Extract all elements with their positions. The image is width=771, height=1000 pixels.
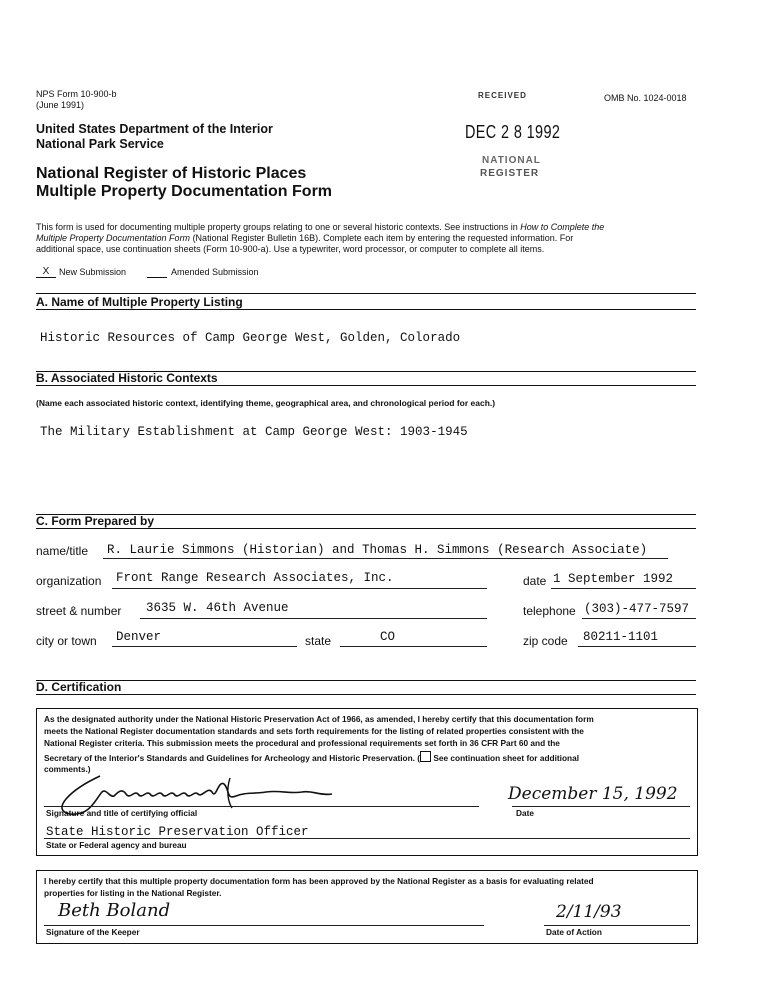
- section-c-heading: C. Form Prepared by: [36, 514, 155, 528]
- official-title-value[interactable]: State Historic Preservation Officer: [46, 825, 309, 839]
- state-label: state: [305, 634, 332, 648]
- certification-line1: As the designated authority under the National Historic Preservation Act of 1966, as amended, I hereby certify that this documentation form: [44, 714, 594, 724]
- amended-submission-label: Amended Submission: [171, 267, 259, 277]
- certification-line5: comments.): [44, 764, 91, 774]
- keeper-text-line2: properties for listing in the National Register.: [44, 888, 222, 898]
- certification-date-underline: [512, 806, 690, 807]
- section-c-rule-bottom: [36, 528, 696, 529]
- received-stamp: RECEIVED: [478, 91, 527, 100]
- certification-line3: National Register criteria. This submission meets the procedural and professional requirements set forth in 36 CFR Part 60 and the: [44, 738, 560, 748]
- stamp-register: REGISTER: [480, 168, 540, 179]
- state-value[interactable]: CO: [380, 630, 396, 644]
- city-label: city or town: [36, 634, 97, 648]
- intro-line2: Multiple Property Documentation Form (National Register Bulletin 16B). Complete each item by entering the requested information. For: [36, 233, 574, 243]
- agency-department: United States Department of the Interior: [36, 122, 273, 136]
- agency-label: State or Federal agency and bureau: [46, 840, 187, 850]
- keeper-date-underline: [544, 925, 690, 926]
- name-title-value[interactable]: R. Laurie Simmons (Historian) and Thomas H. Simmons (Research Associate): [107, 543, 648, 557]
- city-underline: [112, 646, 297, 647]
- form-title-line2: Multiple Property Documentation Form: [36, 183, 333, 200]
- continuation-checkbox[interactable]: [420, 751, 431, 762]
- historic-context[interactable]: The Military Establishment at Camp George West: 1903-1945: [40, 425, 468, 439]
- telephone-label: telephone: [523, 604, 576, 618]
- section-d-rule-bottom: [36, 694, 696, 695]
- telephone-underline: [582, 618, 696, 619]
- section-d-heading: D. Certification: [36, 680, 122, 694]
- new-submission-checkbox[interactable]: X: [36, 266, 56, 278]
- city-value[interactable]: Denver: [116, 630, 162, 644]
- date-value[interactable]: 1 September 1992: [553, 572, 674, 586]
- telephone-value[interactable]: (303)-477-7597: [584, 602, 690, 616]
- stamp-national: NATIONAL: [482, 155, 541, 166]
- signature-label: Signature and title of certifying official: [46, 808, 198, 818]
- section-a-rule-bottom: [36, 309, 696, 310]
- keeper-signature-underline: [44, 925, 484, 926]
- keeper-signature-handwritten: Beth Boland: [58, 900, 171, 921]
- amended-submission-checkbox[interactable]: [147, 277, 167, 278]
- section-a-rule-top: [36, 293, 696, 294]
- zip-value[interactable]: 80211-1101: [583, 630, 659, 644]
- name-title-label: name/title: [36, 544, 89, 558]
- organization-underline: [112, 588, 487, 589]
- zip-underline: [578, 646, 696, 647]
- date-underline: [551, 588, 696, 589]
- section-a-heading: A. Name of Multiple Property Listing: [36, 295, 243, 309]
- section-d-rule-top: [36, 680, 696, 681]
- street-value[interactable]: 3635 W. 46th Avenue: [146, 601, 289, 615]
- certification-line2: meets the National Register documentation standards and sets forth requirements for the listing of related properties consistent with the: [44, 726, 584, 736]
- agency-underline: [44, 838, 690, 839]
- form-date: (June 1991): [36, 100, 85, 110]
- keeper-signature-label: Signature of the Keeper: [46, 927, 140, 937]
- agency-service: National Park Service: [36, 137, 164, 151]
- date-label: date: [523, 574, 547, 588]
- section-b-rule-bottom: [36, 385, 696, 386]
- intro-line3: additional space, use continuation sheets (Form 10-900-a). Use a typewriter, word processor, or computer to complete all items.: [36, 244, 545, 254]
- keeper-text-line1: I hereby certify that this multiple property documentation form has been approved by the National Register as a basis for evaluating related: [44, 876, 594, 886]
- state-underline: [340, 646, 487, 647]
- form-number: NPS Form 10-900-b: [36, 89, 117, 99]
- section-b-instructions: (Name each associated historic context, identifying theme, geographical area, and chronological period for each.): [36, 398, 496, 408]
- certification-line4: Secretary of the Interior's Standards and Guidelines for Archeology and Historic Preservation. ( See continuation sheet for additional: [44, 753, 580, 763]
- received-date-stamp: DEC 2 8 1992: [465, 122, 561, 142]
- zip-label: zip code: [523, 634, 568, 648]
- section-b-heading: B. Associated Historic Contexts: [36, 371, 218, 385]
- organization-label: organization: [36, 574, 102, 588]
- omb-number: OMB No. 1024-0018: [604, 93, 687, 103]
- street-label: street & number: [36, 604, 122, 618]
- organization-value[interactable]: Front Range Research Associates, Inc.: [116, 571, 394, 585]
- keeper-date-label: Date of Action: [546, 927, 602, 937]
- keeper-date-handwritten: 2/11/93: [556, 902, 622, 922]
- certification-date-label: Date: [516, 808, 534, 818]
- multiple-property-name[interactable]: Historic Resources of Camp George West, Golden, Colorado: [40, 331, 461, 345]
- new-submission-label: New Submission: [59, 267, 127, 277]
- intro-line1: This form is used for documenting multiple property groups relating to one or several historic contexts. See instructions in How to Complete the: [36, 222, 605, 232]
- street-underline: [140, 618, 487, 619]
- signature-underline: [44, 806, 479, 807]
- form-title-line1: National Register of Historic Places: [36, 165, 307, 182]
- name-title-underline: [103, 558, 668, 559]
- certification-date-handwritten: December 15, 1992: [508, 784, 678, 804]
